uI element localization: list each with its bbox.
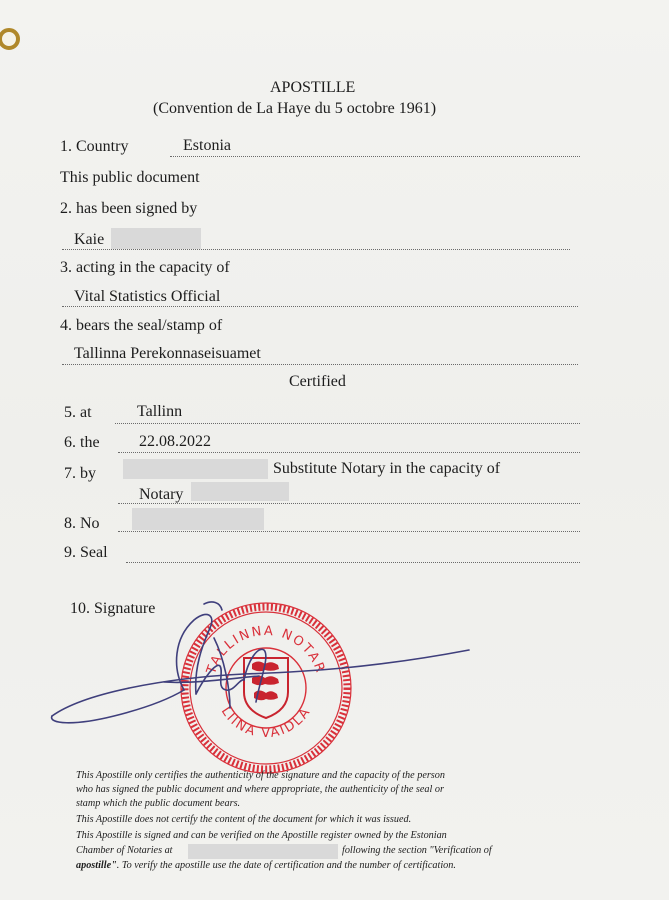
signed-by-line	[62, 249, 570, 250]
by-value-notary: Notary	[139, 486, 184, 503]
seal-label: 4. bears the seal/stamp of	[60, 317, 223, 334]
footer-line-6a: Chamber of Notaries at	[76, 845, 173, 856]
handwritten-signature	[44, 598, 484, 738]
apostille-subtitle: (Convention de La Haye du 5 octobre 1961)	[153, 100, 437, 117]
signed-by-value: Kaie	[74, 231, 105, 248]
apostille-title: APOSTILLE	[270, 79, 356, 96]
by-line	[118, 503, 580, 504]
redacted-url	[188, 844, 338, 859]
redacted-surname	[111, 228, 201, 249]
footer-line-7a: apostille"	[76, 860, 117, 871]
redacted-notary-name-2	[191, 482, 289, 501]
footer-line-7	[76, 861, 456, 871]
by-label: 7. by	[64, 465, 96, 482]
at-label: 5. at	[64, 404, 92, 421]
capacity-line	[62, 306, 578, 307]
signed-by-label: 2. has been signed by	[60, 200, 198, 217]
footer-line-2: who has signed the public document and where appropriate, the authenticity of the seal or	[76, 784, 444, 795]
binder-ring-icon	[0, 28, 20, 50]
public-document-text: This public document	[60, 169, 200, 186]
stamp-top-text: TALLINNA NOTAR	[204, 623, 328, 677]
by-value: Substitute Notary in the capacity of	[273, 460, 501, 477]
signature-label: 10. Signature	[70, 600, 156, 617]
capacity-label: 3. acting in the capacity of	[60, 259, 230, 276]
footer-line-1: This Apostille only certifies the authenticity of the signature and the capacity of the person	[76, 770, 445, 781]
redacted-number	[132, 508, 264, 530]
country-value: Estonia	[183, 137, 231, 154]
footer-line-6b: following the section "Verification of	[342, 845, 492, 856]
seal-value: Tallinna Perekonnaseisuamet	[74, 345, 261, 362]
footer-line-4: This Apostille does not certify the content of the document for which it was issued.	[76, 814, 412, 825]
seal9-line	[126, 562, 580, 563]
capacity-value: Vital Statistics Official	[74, 288, 221, 305]
no-line	[118, 531, 580, 532]
date-value: 22.08.2022	[139, 433, 211, 450]
no-label: 8. No	[64, 515, 100, 532]
country-line	[170, 156, 580, 157]
certified-text: Certified	[289, 373, 346, 390]
redacted-notary-name	[123, 459, 268, 479]
at-line	[115, 423, 580, 424]
seal9-label: 9. Seal	[64, 544, 108, 561]
country-label: 1. Country	[60, 138, 129, 155]
date-line	[118, 452, 580, 453]
footer-line-3: stamp which the public document bears.	[76, 798, 241, 809]
date-label: 6. the	[64, 434, 100, 451]
seal-line	[62, 364, 578, 365]
footer-line-5: This Apostille is signed and can be verified on the Apostille register owned by the Estonian	[76, 830, 447, 841]
stamp-bottom-text: LIINA VAIDLA	[217, 704, 315, 741]
at-value: Tallinn	[137, 403, 183, 420]
footer-line-7b: . To verify the apostille use the date of certification and the number of certification.	[116, 860, 456, 871]
